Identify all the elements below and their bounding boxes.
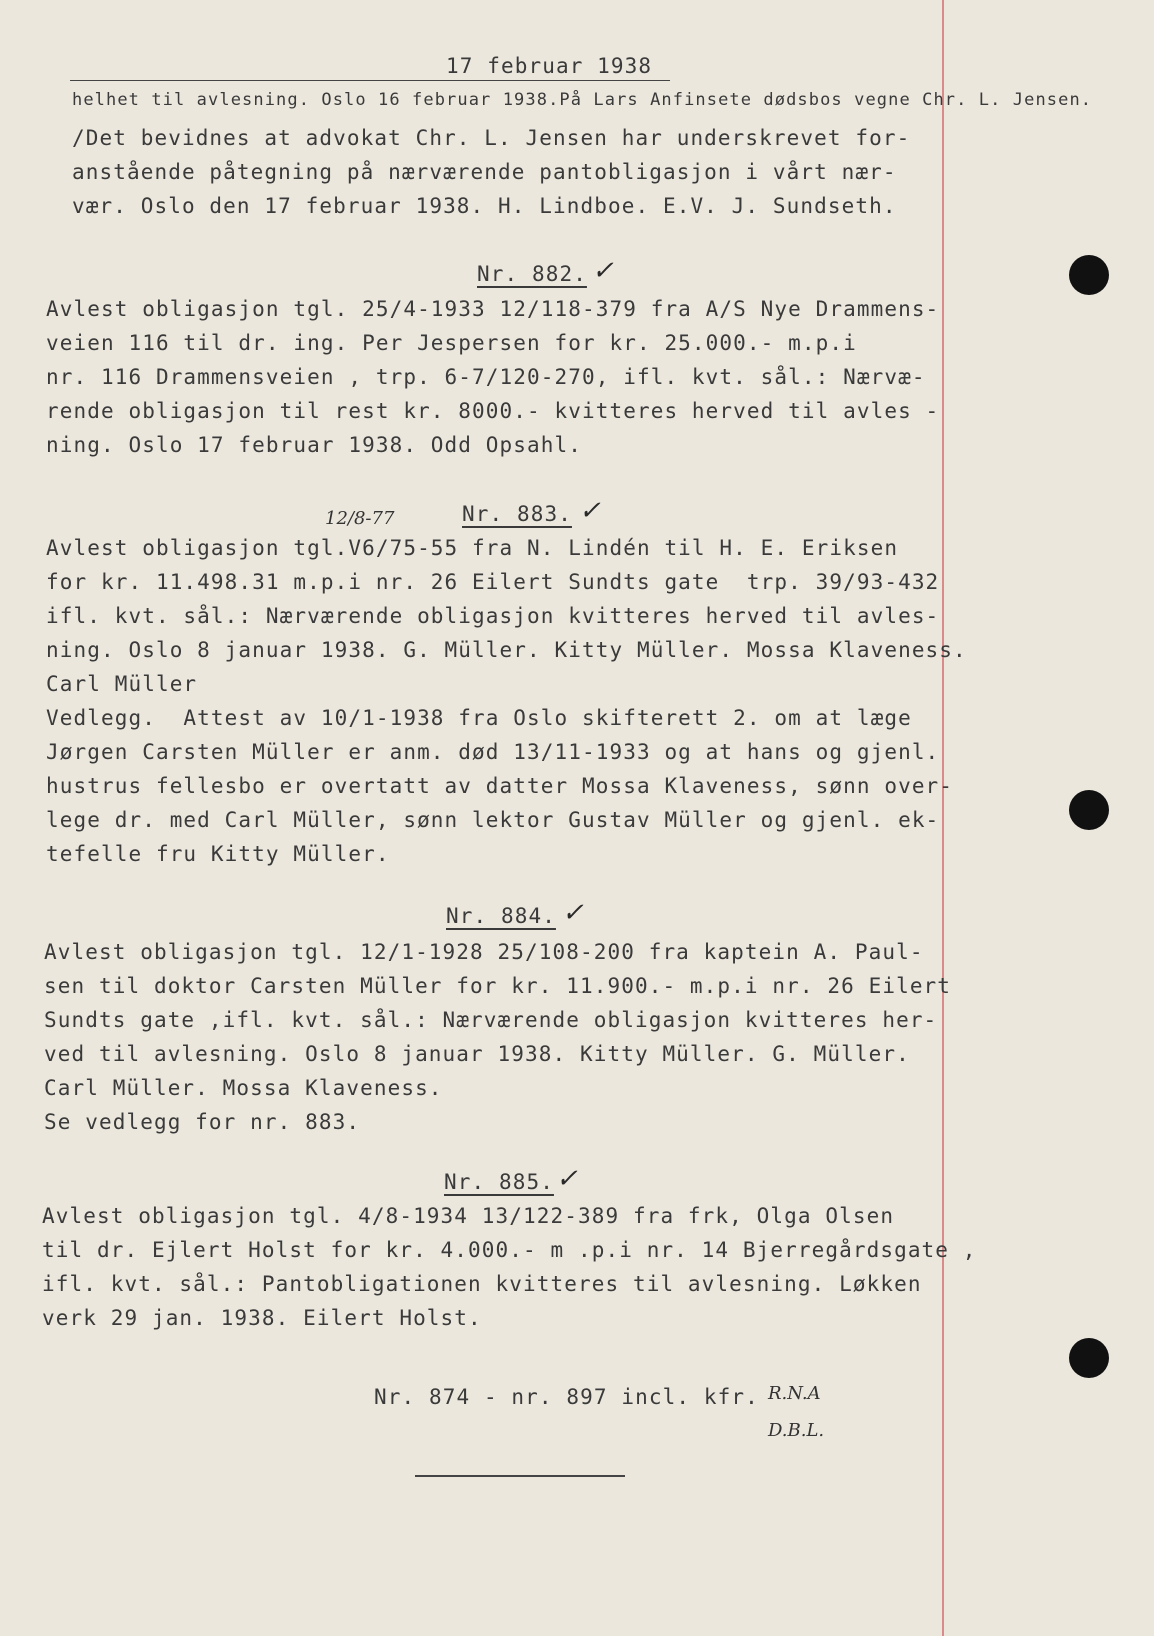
handwritten-initials: R.N.A [768, 1383, 821, 1404]
margin-note: 12/8-77 [325, 508, 395, 529]
intro-line: anstående påtegning på nærværende pantobligasjon i vårt nær- [72, 160, 897, 184]
entry-line: ved til avlesning. Oslo 8 januar 1938. Kitty Müller. G. Müller. [44, 1042, 910, 1066]
check-mark-icon: ✓ [556, 1164, 578, 1194]
entry-number: Nr. 883. [462, 502, 572, 526]
entry-line: til dr. Ejlert Holst for kr. 4.000.- m .p.i nr. 14 Bjerregårdsgate , [42, 1238, 977, 1262]
entry-number: Nr. 882. [477, 262, 587, 286]
entry-line: Jørgen Carsten Müller er anm. død 13/11-1933 og at hans og gjenl. [46, 740, 940, 764]
entry-line: Vedlegg. Attest av 10/1-1938 fra Oslo skifterett 2. om at læge [46, 706, 912, 730]
entry-line: veien 116 til dr. ing. Per Jespersen for kr. 25.000.- m.p.i [46, 331, 857, 355]
header-rule [70, 80, 670, 81]
punch-hole-icon [1069, 255, 1109, 295]
footer-range: Nr. 874 - nr. 897 incl. kfr. [374, 1385, 759, 1409]
entry-line: for kr. 11.498.31 m.p.i nr. 26 Eilert Sundts gate trp. 39/93-432 [46, 570, 940, 594]
entry-line: Sundts gate ,ifl. kvt. sål.: Nærværende obligasjon kvitteres her- [44, 1008, 938, 1032]
check-mark-icon: ✓ [592, 256, 614, 286]
red-margin-line [942, 0, 944, 1636]
entry-line: ifl. kvt. sål.: Nærværende obligasjon kvitteres herved til avles- [46, 604, 940, 628]
entry-number: Nr. 884. [446, 904, 556, 928]
punch-hole-icon [1069, 790, 1109, 830]
entry-line: lege dr. med Carl Müller, sønn lektor Gustav Müller og gjenl. ek- [46, 808, 940, 832]
entry-line: Se vedlegg for nr. 883. [44, 1110, 361, 1134]
intro-line: helhet til avlesning. Oslo 16 februar 1938.På Lars Anfinsete dødsbos vegne Chr. L. Jensen. [72, 90, 1093, 110]
entry-line: Carl Müller [46, 672, 198, 696]
entry-number: Nr. 885. [444, 1170, 554, 1194]
entry-line: nr. 116 Drammensveien , trp. 6-7/120-270, ifl. kvt. sål.: Nærvæ- [46, 365, 926, 389]
check-mark-icon: ✓ [562, 898, 584, 928]
closing-rule [415, 1475, 625, 1477]
entry-line: Avlest obligasjon tgl.V6/75-55 fra N. Lindén til H. E. Eriksen [46, 536, 899, 560]
entry-line: Avlest obligasjon tgl. 25/4-1933 12/118-379 fra A/S Nye Drammens- [46, 297, 940, 321]
entry-line: sen til doktor Carsten Müller for kr. 11.900.- m.p.i nr. 26 Eilert [44, 974, 952, 998]
entry-line: ning. Oslo 8 januar 1938. G. Müller. Kitty Müller. Mossa Klaveness. [46, 638, 967, 662]
check-mark-icon: ✓ [579, 496, 601, 526]
entry-line: hustrus fellesbo er overtatt av datter Mossa Klaveness, sønn over- [46, 774, 954, 798]
handwritten-initials: D.B.L. [768, 1420, 825, 1441]
entry-line: ifl. kvt. sål.: Pantobligationen kvitteres til avlesning. Løkken [42, 1272, 922, 1296]
page-date-header: 17 februar 1938 [446, 54, 653, 78]
entry-line: tefelle fru Kitty Müller. [46, 842, 390, 866]
punch-hole-icon [1069, 1338, 1109, 1378]
intro-line: /Det bevidnes at advokat Chr. L. Jensen har underskrevet for- [72, 126, 911, 150]
entry-line: Avlest obligasjon tgl. 4/8-1934 13/122-389 fra frk, Olga Olsen [42, 1204, 895, 1228]
entry-line: Avlest obligasjon tgl. 12/1-1928 25/108-200 fra kaptein A. Paul- [44, 940, 924, 964]
entry-line: verk 29 jan. 1938. Eilert Holst. [42, 1306, 482, 1330]
intro-line: vær. Oslo den 17 februar 1938. H. Lindboe. E.V. J. Sundseth. [72, 194, 897, 218]
entry-line: rende obligasjon til rest kr. 8000.- kvitteres herved til avles - [46, 399, 940, 423]
entry-line: ning. Oslo 17 februar 1938. Odd Opsahl. [46, 433, 582, 457]
entry-line: Carl Müller. Mossa Klaveness. [44, 1076, 443, 1100]
